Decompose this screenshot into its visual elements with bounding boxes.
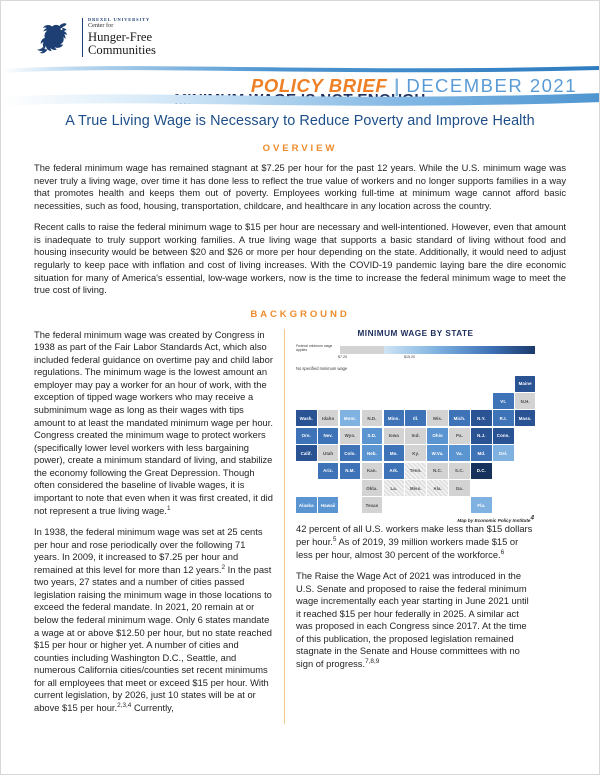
state-tile-empty	[384, 497, 405, 513]
drexel-dragon-icon	[33, 17, 77, 61]
state-tile-grid	[296, 376, 535, 514]
map-title: MINIMUM WAGE BY STATE	[357, 328, 474, 338]
state-tile-n-m[interactable]: N.M.	[340, 463, 361, 479]
state-tile-ark[interactable]: Ark.	[384, 463, 405, 479]
state-tile-texas[interactable]: Texas	[362, 497, 383, 513]
bg-r-p1-text-a: 42 percent of all U.S. workers make less than $15 dollars per hour.	[296, 524, 533, 547]
state-tile-n-h[interactable]: N.H.	[515, 393, 536, 409]
state-tile-empty	[405, 376, 426, 392]
bg-l-p2-text-a: In 1938, the federal minimum wage was set at 25 cents per hour and rose periodically over the following 71 years. In 2009, it increased to $7.25 per hour and remained at this level for more than 12 years.	[34, 527, 263, 575]
state-tile-s-d[interactable]: S.D.	[362, 428, 383, 444]
state-tile-la[interactable]: La.	[384, 480, 405, 496]
state-tile-empty	[471, 376, 492, 392]
background-right-column	[285, 329, 535, 680]
drexel-hunger-free-logo	[33, 17, 156, 61]
state-tile-n-j[interactable]: N.J.	[471, 428, 492, 444]
background-columns	[1, 329, 599, 724]
state-tile-ill[interactable]: Ill.	[405, 410, 426, 426]
state-tile-mo[interactable]: Mo.	[384, 445, 405, 461]
state-tile-wyo[interactable]: Wyo.	[340, 428, 361, 444]
state-tile-nev[interactable]: Nev.	[318, 428, 339, 444]
state-tile-kan[interactable]: Kan.	[362, 463, 383, 479]
state-tile-empty	[449, 393, 470, 409]
state-tile-empty	[340, 393, 361, 409]
state-tile-empty	[471, 480, 492, 496]
state-tile-minn[interactable]: Minn.	[384, 410, 405, 426]
state-tile-empty	[340, 376, 361, 392]
banner-separator: |	[394, 76, 400, 96]
state-tile-empty	[318, 480, 339, 496]
state-tile-r-i[interactable]: R.I.	[493, 410, 514, 426]
state-tile-empty	[340, 480, 361, 496]
logo-center-for: Center for	[88, 22, 114, 30]
state-tile-del[interactable]: Del.	[493, 445, 514, 461]
legend-federal-label: Federal minimum wage applies	[296, 343, 333, 352]
legend-gray-swatch	[340, 346, 384, 354]
state-tile-conn[interactable]: Conn.	[493, 428, 514, 444]
overview-paragraph-1: The federal minimum wage has remained stagnant at $7.25 per hour for the past 12 years. While the U.S. minimum wage was never truly a living wage, over time it has done less to reflect the true value of workers and no longer supports families in a way that promotes health and keeps them out of poverty. Employees working full-time at minimum wage cannot afford basic necessities, such as food, housing, transportation, childcare, and healthcare in any location across the country.	[34, 163, 566, 211]
logo-org-line-1: Hunger-Free	[88, 29, 153, 44]
state-tile-empty	[493, 497, 514, 513]
state-tile-hawaii[interactable]: Hawaii	[318, 497, 339, 513]
background-left-paragraph-2	[34, 526, 273, 714]
section-heading-background: BACKGROUND	[250, 308, 350, 320]
background-right-paragraph-1	[296, 523, 535, 561]
state-tile-ky[interactable]: Ky.	[405, 445, 426, 461]
state-tile-empty	[384, 376, 405, 392]
state-tile-neb[interactable]: Neb.	[362, 445, 383, 461]
map-credit-footnote-ref: 4	[530, 514, 534, 522]
state-tile-ala[interactable]: Ala.	[427, 480, 448, 496]
footnote-ref-1: 1	[166, 504, 171, 512]
page-subtitle: A True Living Wage is Necessary to Reduce Poverty and Improve Health	[65, 113, 535, 129]
state-tile-empty	[515, 463, 536, 479]
state-tile-empty	[493, 480, 514, 496]
state-tile-ind[interactable]: Ind.	[405, 428, 426, 444]
state-tile-empty	[427, 393, 448, 409]
footnote-ref-2: 2	[221, 563, 226, 571]
state-tile-empty	[318, 393, 339, 409]
state-tile-wis[interactable]: Wis.	[427, 410, 448, 426]
state-tile-empty	[296, 463, 317, 479]
state-tile-ga[interactable]: Ga.	[449, 480, 470, 496]
state-tile-empty	[362, 393, 383, 409]
state-tile-wash[interactable]: Wash.	[296, 410, 317, 426]
state-tile-empty	[449, 497, 470, 513]
legend-swatches	[340, 346, 535, 354]
overview-paragraph-2: Recent calls to raise the federal minimum wage to $15 per hour are necessary and well-intentioned. However, even that amount is inadequate to truly support working families. A true living wage that supports a basic standard of living without food and housing insecurity would be between $20 and $26 or more per hour depending on the state. Additionally, it would need to adjust regularly to keep pace with inflation and cost of living increases. With the COVID-19 pandemic laying bare the dire economic situation for many of America's essential, low-wage workers, now is the time to increase the federal minimum wage to meet the true cost of living.	[34, 222, 566, 296]
state-tile-va[interactable]: Va.	[449, 445, 470, 461]
state-tile-s-c[interactable]: S.C.	[449, 463, 470, 479]
state-tile-empty	[405, 393, 426, 409]
state-tile-miss[interactable]: Miss.	[405, 480, 426, 496]
state-tile-w-va[interactable]: W.Va.	[427, 445, 448, 461]
state-tile-empty	[515, 445, 536, 461]
state-tile-empty	[296, 376, 317, 392]
bg-l-p1-text: The federal minimum wage was created by Congress in 1938 as part of the Fair Labor Standards Act, which also included federal guidance on overtime pay and child labor regulations. The minimum wage is the lowest amount an employer may pay a worker for an hour of work, with the exception of tipped wage workers who may receive a subminimum wage as long as their wages with tips amount to at least the mandated minimum wage per hour. Congress created the minimum wage to protect workers (specifically lower level workers with less bargaining power), create a minimum standard of living, and stabilize the economy following the Great Depression. Though often considered the baseline of livable wages, it is important to note that even when it was first created, it did not represent a true living wage.	[34, 329, 273, 516]
state-tile-empty	[405, 497, 426, 513]
state-tile-calif[interactable]: Calif.	[296, 445, 317, 461]
state-tile-pa[interactable]: Pa.	[449, 428, 470, 444]
state-tile-empty	[340, 497, 361, 513]
background-right-text	[296, 523, 535, 670]
background-left-paragraph-1	[34, 329, 273, 517]
state-tile-empty	[427, 497, 448, 513]
legend-max-value: $15.20	[404, 354, 415, 359]
background-right-paragraph-2	[296, 570, 535, 671]
state-tile-empty	[493, 463, 514, 479]
footnote-ref-6: 6	[500, 548, 505, 556]
bg-l-p2-text-b: In the past two years, 27 states and a number of cities passed legislation raising the minimum wage in those locations to exceed the federal mandate. In 2021, 20 remain at or below the federal minimum wage. Only 6 states mandate a wage at or above $12.50 per hour, but no state reached $15 per hour or higher yet. A number of cities and counties including Washington D.C., Seattle, and numerous California cities/counties set recent minimums for all employees that meet or exceed $15 per hour. With current legislation, by 2026, just 10 states will be at or above $15 per hour.	[34, 564, 272, 713]
legend-min-value: $7.25	[338, 354, 347, 359]
state-tile-d-c[interactable]: D.C.	[471, 463, 492, 479]
bg-r-p2-text: The Raise the Wage Act of 2021 was introduced in the U.S. Senate and proposed to raise the federal minimum wage incrementally each year starting in June 2021 until it reached $15 per hour federally in 2025. A similar act was proposed in each Congress since 2017. At the time of this publication, the proposed legislation remained stagnate in the Senate and House committees with no sign of progress.	[296, 571, 529, 670]
state-tile-empty	[427, 376, 448, 392]
state-tile-colo[interactable]: Colo.	[340, 445, 361, 461]
state-tile-empty	[384, 393, 405, 409]
state-tile-empty	[449, 376, 470, 392]
state-tile-maine[interactable]: Maine	[515, 376, 536, 392]
state-tile-empty	[362, 376, 383, 392]
state-tile-utah[interactable]: Utah	[318, 445, 339, 461]
policy-brief-date: DECEMBER 2021	[406, 75, 577, 96]
map-legend	[296, 344, 535, 371]
background-left-column	[34, 329, 284, 724]
state-tile-empty	[296, 480, 317, 496]
section-heading-overview: OVERVIEW	[262, 143, 338, 154]
legend-tick-labels	[296, 355, 535, 363]
map-credit-text: Map by Economic Policy Institute	[457, 518, 531, 524]
state-tile-ore[interactable]: Ore.	[296, 428, 317, 444]
state-tile-iowa[interactable]: Iowa	[384, 428, 405, 444]
state-tile-empty	[515, 428, 536, 444]
footnote-ref-5: 5	[332, 535, 337, 543]
state-tile-n-d[interactable]: N.D.	[362, 410, 383, 426]
bg-r-p1-text-b: As of 2019, 39 million workers made $15 or less per hour, almost 30 percent of the workforce.	[296, 536, 519, 560]
state-tile-empty	[296, 393, 317, 409]
footnote-ref-789: 7,8,9	[365, 657, 380, 665]
overview-body	[1, 162, 599, 297]
legend-no-minimum-note: No specified minimum wage	[296, 365, 348, 371]
policy-brief-banner	[251, 75, 577, 97]
minimum-wage-map-figure	[296, 329, 535, 524]
state-tile-empty	[493, 376, 514, 392]
logo-org-line-2: Communities	[88, 42, 156, 57]
legend-gradient-swatch	[384, 346, 535, 354]
logo-university-name: DREXEL UNIVERSITY	[88, 17, 151, 22]
policy-brief-label: POLICY BRIEF	[250, 75, 388, 96]
state-tile-ohio[interactable]: Ohio	[427, 428, 448, 444]
state-tile-md[interactable]: Md.	[471, 445, 492, 461]
state-tile-n-y[interactable]: N.Y.	[471, 410, 492, 426]
state-tile-n-c[interactable]: N.C.	[427, 463, 448, 479]
state-tile-mass[interactable]: Mass.	[515, 410, 536, 426]
document-header	[1, 1, 599, 96]
state-tile-mont[interactable]: Mont.	[340, 410, 361, 426]
state-tile-okla[interactable]: Okla.	[362, 480, 383, 496]
state-tile-fla[interactable]: Fla.	[471, 497, 492, 513]
state-tile-empty	[318, 376, 339, 392]
state-tile-mich[interactable]: Mich.	[449, 410, 470, 426]
state-tile-ariz[interactable]: Ariz.	[318, 463, 339, 479]
bg-l-p2-text-c: Currently,	[131, 702, 174, 713]
state-tile-empty	[515, 497, 536, 513]
legend-bars-row	[296, 344, 535, 354]
state-tile-empty	[515, 480, 536, 496]
state-tile-vt[interactable]: Vt.	[493, 393, 514, 409]
state-tile-empty	[471, 393, 492, 409]
footnote-ref-234: 2,3,4	[117, 701, 132, 709]
state-tile-alaska[interactable]: Alaska	[296, 497, 317, 513]
state-tile-tenn[interactable]: Tenn.	[405, 463, 426, 479]
state-tile-idaho[interactable]: Idaho	[318, 410, 339, 426]
